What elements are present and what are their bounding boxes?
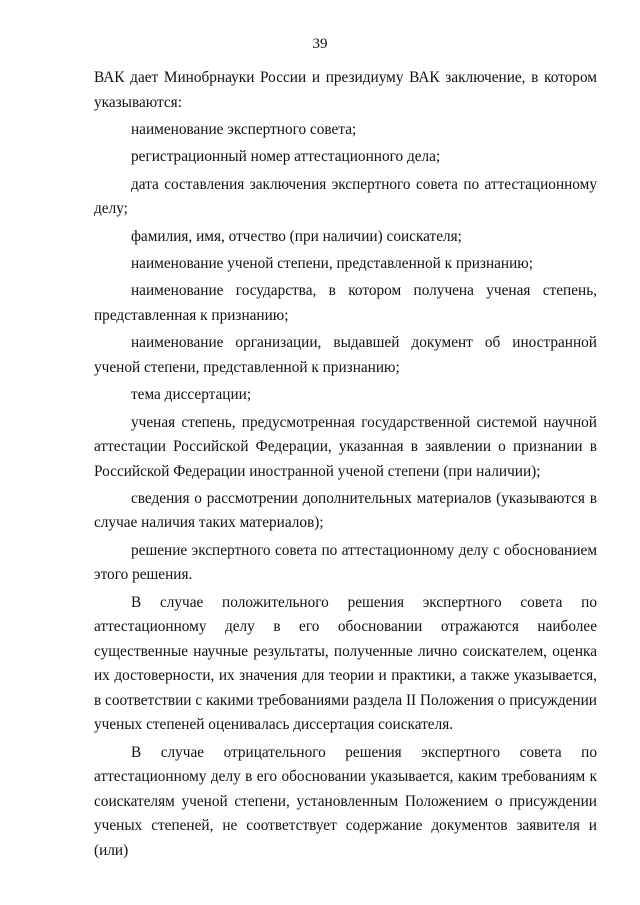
list-item-additional-materials: сведения о рассмотрении дополнительных материалов (указываются в случае наличия таких материалов); [94,489,597,532]
list-item-council-decision: решение экспертного совета по аттестационному делу с обоснованием этого решения. [94,541,597,584]
list-item-applicant-name: фамилия, имя, отчество (при наличии) соискателя; [131,227,462,245]
list-item-registration-number: регистрационный номер аттестационного дела; [131,148,441,166]
paragraph-negative-decision: В случае отрицательного решения экспертного совета по аттестационному делу в его обосновании указывается, каким требованиям к соискателям ученой степени, установленным Положением о присуждении ученых степеней, не соответствует содержание документов заявителя и (или) [94,743,597,859]
page-number: 39 [312,36,328,52]
list-item-dissertation-topic: тема диссертации; [131,386,252,404]
paragraph-intro: ВАК дает Минобрнауки России и президиуму ВАК заключение, в котором указываются: [94,69,597,111]
list-item-country-name: наименование государства, в котором получена ученая степень, представленная к признанию; [94,282,597,324]
list-item-issuing-organization: наименование организации, выдавшей документ об иностранной ученой степени, представленной к признанию; [94,334,597,376]
list-item-degree-name: наименование ученой степени, представленной к признанию; [131,254,533,272]
document-body [94,66,597,866]
list-item-equivalent-degree: ученая степень, предусмотренная государственной системой научной аттестации Российской Федерации, указанная в заявлении о признании в Российской Федерации иностранной ученой степени (при наличии); [94,413,597,480]
list-item-conclusion-date: дата составления заключения экспертного совета по аттестационному делу; [94,175,597,218]
paragraph-positive-decision: В случае положительного решения экспертного совета по аттестационному делу в его обосновании отражаются наиболее существенные научные результаты, полученные лично соискателем, оценка их достоверности, их значения для теории и практики, а также указывается, в соответствии с какими требованиями раздела II Положения о присуждении ученых степеней оценивалась диссертация соискателя. [94,593,597,734]
list-item-expert-council-name: наименование экспертного совета; [131,120,357,138]
